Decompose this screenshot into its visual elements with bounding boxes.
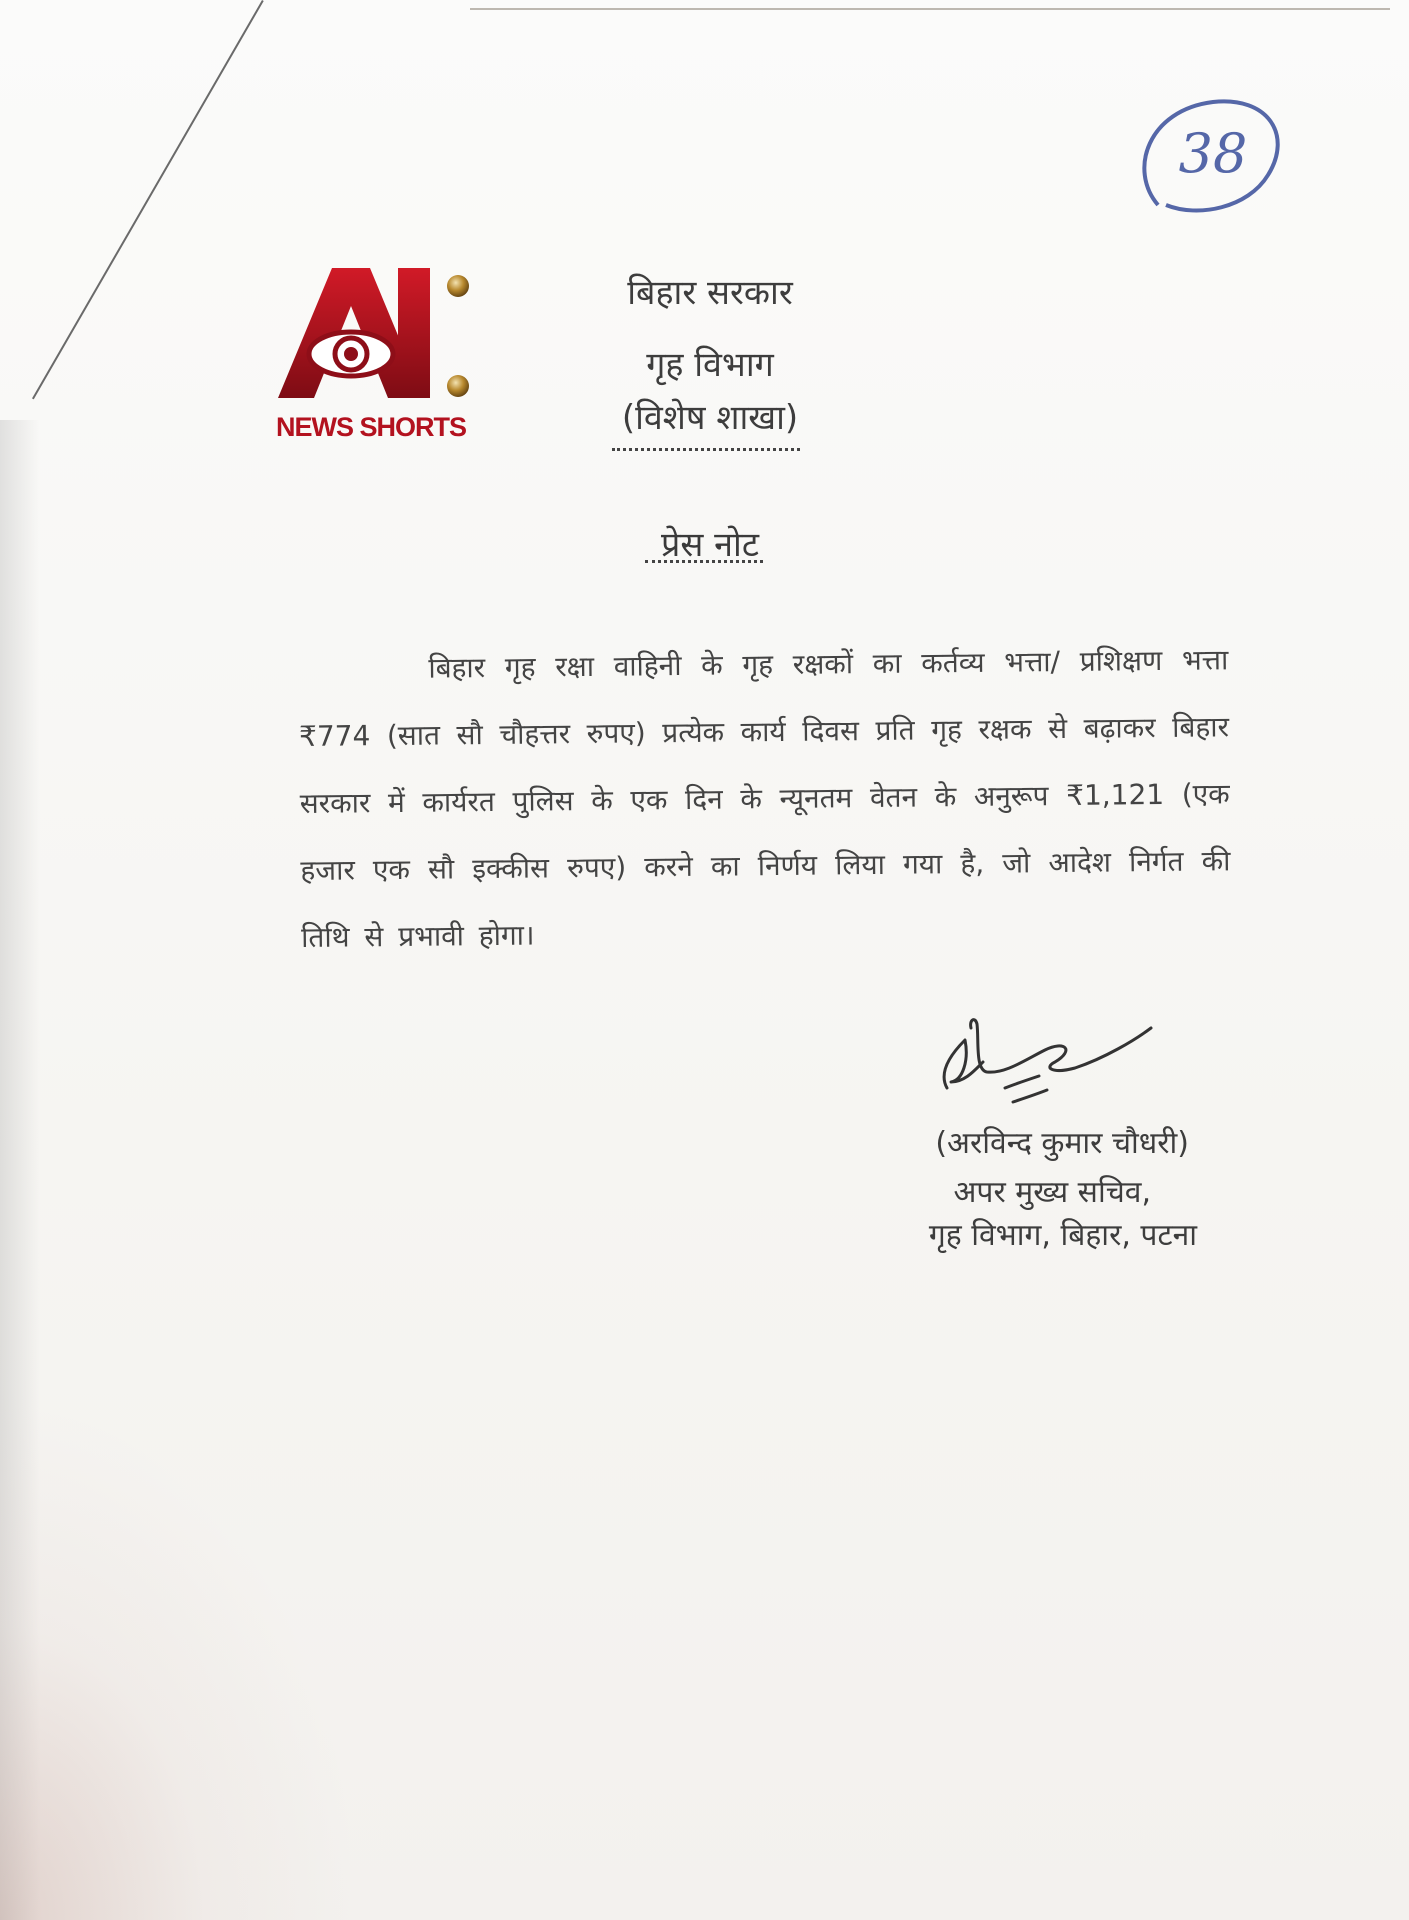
paper-fold-line	[32, 0, 264, 399]
signatory-designation: अपर मुख्य सचिव,	[953, 1175, 1151, 1210]
press-note-body: बिहार गृह रक्षा वाहिनी के गृह रक्षकों का कर्तव्य भत्ता/ प्रशिक्षण भत्ता ₹774 (सात सौ चौहत्तर रुपए) प्रत्येक कार्य दिवस प्रति गृह रक्षक से बढ़ाकर बिहार सरकार में कार्यरत पुलिस के एक दिन के न्यूनतम वेतन के अनुरूप ₹1,121 (एक हजार एक सौ इक्कीस रुपए) करने का निर्णय लिया गया है, जो आदेश निर्गत की तिथि से प्रभावी होगा।	[298, 643, 1231, 954]
header-dotted-underline	[612, 448, 800, 451]
paper-top-edge	[470, 8, 1390, 10]
document-title: प्रेस नोट	[661, 525, 759, 565]
handwritten-signature	[935, 1010, 1155, 1110]
logo-caption: NEWS SHORTS	[276, 412, 467, 442]
branch-name: (विशेष शाखा)	[621, 398, 799, 438]
page-number: 38	[1178, 122, 1248, 185]
signatory-name: (अरविन्द कुमार चौधरी)	[935, 1126, 1189, 1161]
light-leak	[0, 1400, 360, 1920]
department-name: गृह विभाग	[646, 345, 774, 385]
signatory-department: गृह विभाग, बिहार, पटना	[928, 1218, 1197, 1253]
government-name: बिहार सरकार	[627, 273, 793, 313]
title-dotted-underline	[645, 560, 763, 563]
